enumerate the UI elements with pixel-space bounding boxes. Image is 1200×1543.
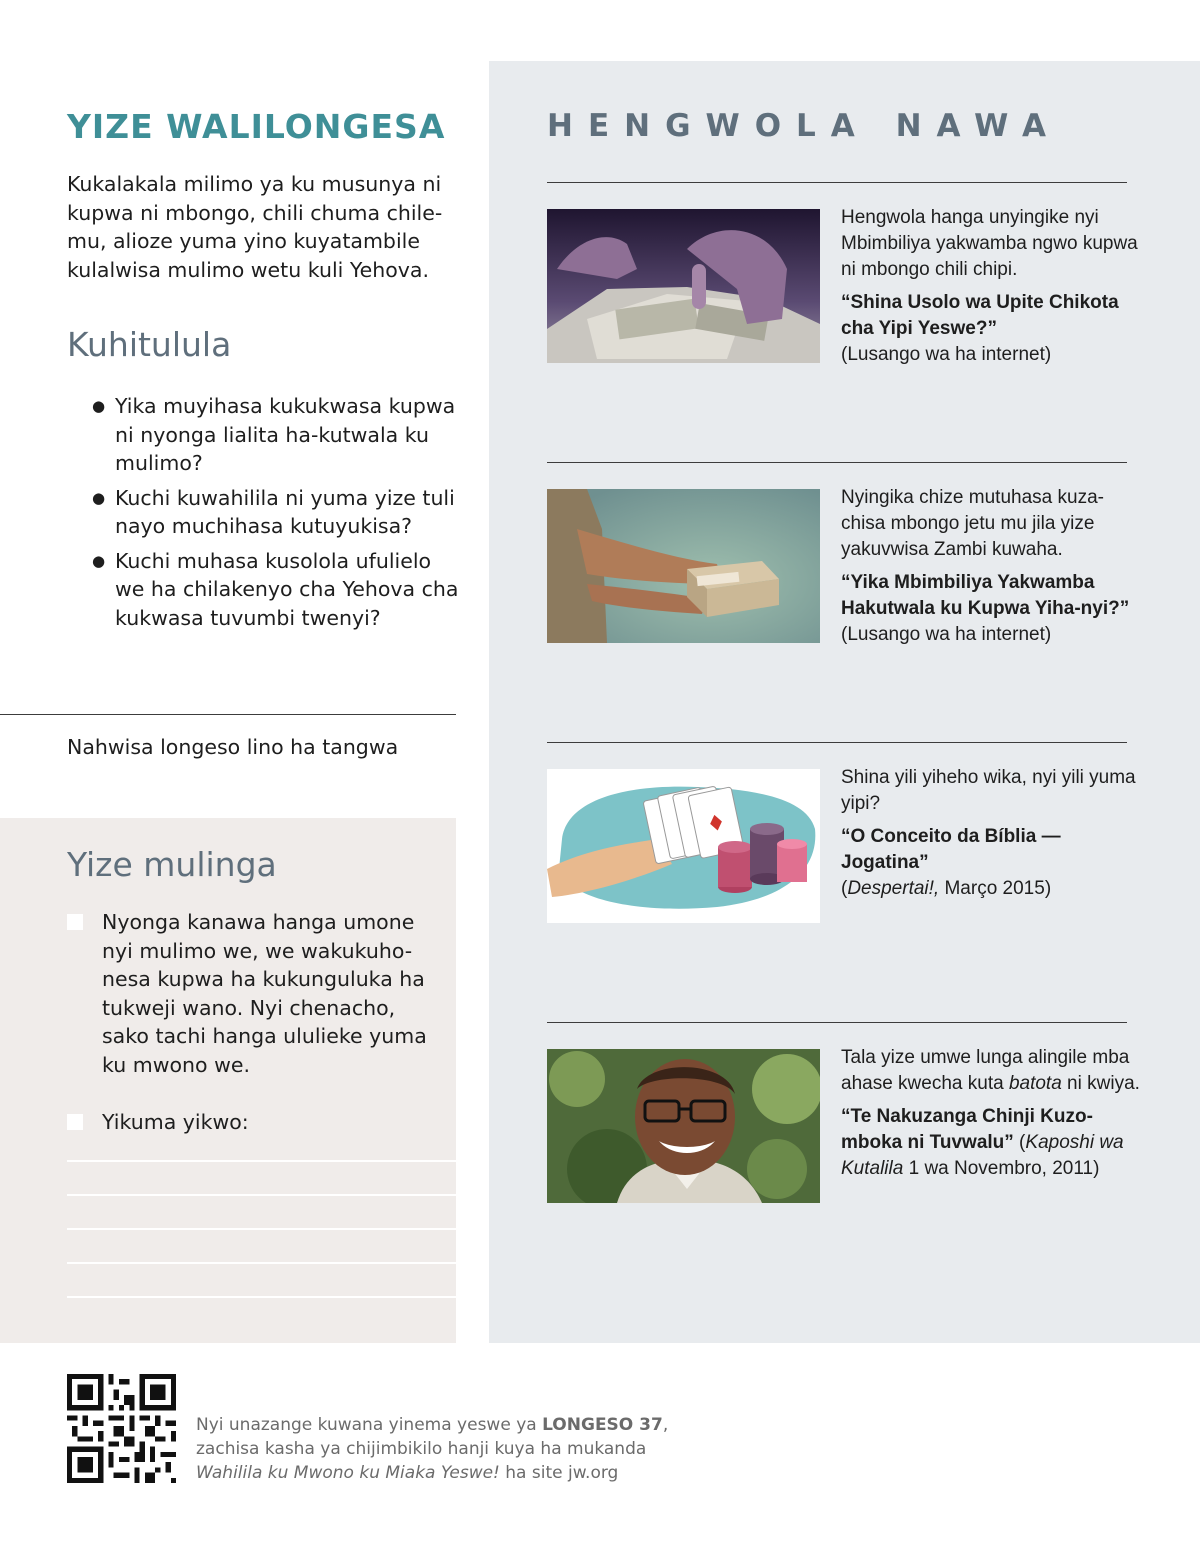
completed-date-label: Nahwisa longeso lino ha tangwa <box>67 735 399 759</box>
write-in-line[interactable] <box>67 1262 456 1264</box>
goals-panel <box>0 818 456 1343</box>
resource-description: Nyingika chize mutuhasa kuza-chisa mbongo jetu mu jila yize yakuvwisa Zambi kuwaha. <box>841 487 1104 560</box>
resource-item <box>841 485 1141 648</box>
write-in-line[interactable] <box>67 1194 456 1196</box>
resource-link-title[interactable]: “Yika Mbimbiliya Yakwamba Hakutwala ku Kupwa Yiha-nyi?” <box>841 572 1130 619</box>
resource-description: Shina yili yiheho wika, nyi yili yuma yipi? <box>841 767 1136 814</box>
resource-description: Tala yize umwe lunga alingile mba ahase kwecha kuta batota ni kwiya. <box>841 1047 1140 1094</box>
resource-item <box>841 765 1141 902</box>
resource-item <box>841 1045 1141 1182</box>
footer-note: Nyi unazange kuwana yinema yeswe ya LONGESO 37, zachisa kasha ya chijimbikilo hanji kuya ha mukanda Wahilila ku Mwono ku Miaka Yeswe! ha site jw.org <box>196 1415 669 1483</box>
cards-chips-image[interactable] <box>547 769 820 923</box>
divider <box>547 742 1127 743</box>
review-question: ● Yika muyihasa kukukwasa kupwa ni nyonga lialita ha-kutwala ku mulimo? <box>92 392 462 478</box>
divider <box>0 714 456 715</box>
resource-link-title[interactable]: “Te Nakuzanga Chinji Kuzo-mboka ni Tuvwalu” <box>841 1106 1093 1153</box>
summary-text: Kukalakala milimo ya ku musunya ni kupwa ni mbongo, chili chuma chile-mu, alioze yuma yino kuyatambile kulalwisa mulimo wetu kuli Yehova. <box>67 172 443 282</box>
goal-item <box>67 908 447 1079</box>
resource-source: (Lusango wa ha internet) <box>841 344 1052 365</box>
review-title: Kuhitulula <box>67 325 232 364</box>
resource-source: (Kaposhi wa Kutalila 1 wa Novembro, 2011) <box>841 1132 1124 1179</box>
goal-item <box>67 1108 447 1137</box>
resource-link-title[interactable]: “Shina Usolo wa Upite Chikota cha Yipi Yeswe?” <box>841 292 1119 339</box>
money-hands-image[interactable] <box>547 209 820 363</box>
review-question: ● Kuchi kuwahilila ni yuma yize tuli nayo muchihasa kutuyukisa? <box>92 484 462 541</box>
goal-checkbox[interactable] <box>67 914 83 930</box>
qr-code-icon[interactable] <box>67 1374 176 1483</box>
goal-text: Yikuma yikwo: <box>102 1110 249 1134</box>
resource-source: (Despertai!, Março 2015) <box>841 878 1052 899</box>
divider <box>547 462 1127 463</box>
explore-more-title: HENGWOLA NAWA <box>547 108 1061 144</box>
resource-link-title[interactable]: “O Conceito da Bíblia —Jogatina” <box>841 826 1061 873</box>
divider <box>547 182 1127 183</box>
write-in-line[interactable] <box>67 1160 456 1162</box>
review-question-list <box>92 392 462 638</box>
offering-box-image[interactable] <box>547 489 820 643</box>
smiling-man-image[interactable] <box>547 1049 820 1203</box>
divider <box>547 1022 1127 1023</box>
summary-title: YIZE WALILONGESA <box>67 107 446 146</box>
goals-title: Yize mulinga <box>67 845 277 884</box>
write-in-line[interactable] <box>67 1296 456 1298</box>
review-question: ● Kuchi muhasa kusolola ufulielo we ha chilakenyo cha Yehova cha kukwasa tuvumbi twenyi? <box>92 547 462 633</box>
resource-item <box>841 205 1141 368</box>
resource-source: (Lusango wa ha internet) <box>841 624 1052 645</box>
write-in-line[interactable] <box>67 1228 456 1230</box>
goal-checkbox[interactable] <box>67 1114 83 1130</box>
resource-description: Hengwola hanga unyingike nyi Mbimbiliya yakwamba ngwo kupwa ni mbongo chili chipi. <box>841 207 1138 280</box>
goal-text: Nyonga kanawa hanga umone nyi mulimo we, we wakukuho-nesa kupwa ha kukunguluka ha tukweji wano. Nyi chenacho, sako tachi hanga ululieke yuma ku mwono we. <box>102 910 427 1077</box>
